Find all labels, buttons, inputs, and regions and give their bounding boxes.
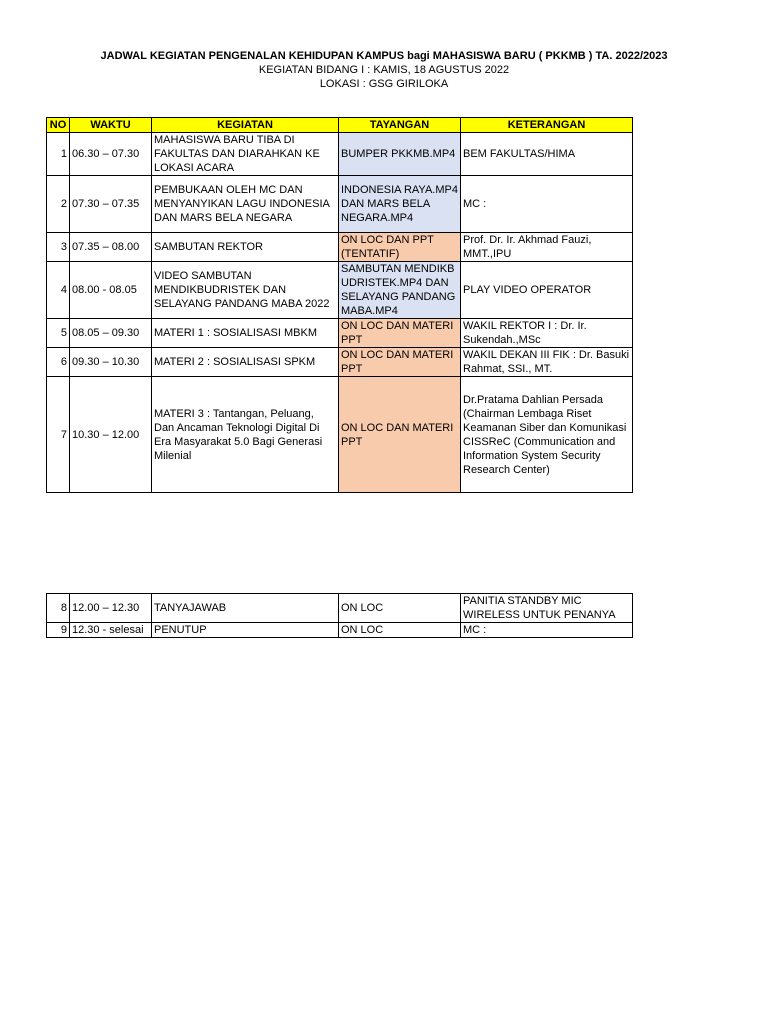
cell-tayangan: ON LOC [339,594,461,623]
cell-waktu: 08.05 – 09.30 [70,319,152,348]
column-header-no: NO [47,118,70,133]
cell-waktu: 12.30 - selesai [70,623,152,638]
table-header-row [47,118,633,133]
table-row [47,348,633,377]
cell-no: 6 [47,348,70,377]
cell-no: 3 [47,233,70,262]
cell-tayangan: INDONESIA RAYA.MP4 DAN MARS BELA NEGARA.MP4 [339,176,461,233]
cell-no: 2 [47,176,70,233]
cell-tayangan: ON LOC DAN MATERI PPT [339,319,461,348]
cell-waktu: 10.30 – 12.00 [70,377,152,493]
table-row [47,176,633,233]
column-header-kegiatan: KEGIATAN [152,118,339,133]
table-row [47,594,633,623]
cell-keterangan: Prof. Dr. Ir. Akhmad Fauzi, MMT.,IPU [461,233,633,262]
cell-keterangan: PANITIA STANDBY MIC WIRELESS UNTUK PENANYA [461,594,633,623]
cell-kegiatan: TANYAJAWAB [152,594,339,623]
cell-no: 1 [47,133,70,176]
table-row [47,133,633,176]
cell-waktu: 08.00 - 08.05 [70,262,152,319]
cell-waktu: 07.30 – 07.35 [70,176,152,233]
cell-no: 5 [47,319,70,348]
table-row [47,319,633,348]
cell-keterangan: MC : [461,623,633,638]
schedule-table [46,117,633,493]
document-title: JADWAL KEGIATAN PENGENALAN KEHIDUPAN KAMPUS bagi MAHASISWA BARU ( PKKMB ) TA. 2022/2023 [100,50,668,62]
document-location: LOKASI : GSG GIRILOKA [319,78,449,90]
cell-waktu: 06.30 – 07.30 [70,133,152,176]
cell-no: 7 [47,377,70,493]
document-subtitle: KEGIATAN BIDANG I : KAMIS, 18 AGUSTUS 2022 [258,64,510,76]
cell-kegiatan: VIDEO SAMBUTAN MENDIKBUDRISTEK DAN SELAYANG PANDANG MABA 2022 [152,262,339,319]
schedule-table-continued [46,593,633,638]
cell-waktu: 09.30 – 10.30 [70,348,152,377]
cell-tayangan: ON LOC DAN PPT (TENTATIF) [339,233,461,262]
cell-tayangan: BUMPER PKKMB.MP4 [339,133,461,176]
cell-no: 4 [47,262,70,319]
cell-kegiatan: PEMBUKAAN OLEH MC DAN MENYANYIKAN LAGU INDONESIA DAN MARS BELA NEGARA [152,176,339,233]
cell-keterangan: Dr.Pratama Dahlian Persada (Chairman Lembaga Riset Keamanan Siber dan Komunikasi CISSReC (Communication and Information System Security Research Center) [461,377,633,493]
cell-kegiatan: MATERI 2 : SOSIALISASI SPKM [152,348,339,377]
cell-tayangan: ON LOC DAN MATERI PPT [339,348,461,377]
cell-waktu: 12.00 – 12.30 [70,594,152,623]
table-row [47,623,633,638]
cell-kegiatan: MAHASISWA BARU TIBA DI FAKULTAS DAN DIARAHKAN KE LOKASI ACARA [152,133,339,176]
column-header-waktu: WAKTU [70,118,152,133]
cell-keterangan: MC : [461,176,633,233]
cell-keterangan: PLAY VIDEO OPERATOR [461,262,633,319]
cell-tayangan: SAMBUTAN MENDIKBUDRISTEK.MP4 DAN SELAYANG PANDANG MABA.MP4 [339,262,461,319]
column-header-keterangan: KETERANGAN [461,118,633,133]
cell-no: 8 [47,594,70,623]
table-row [47,377,633,493]
cell-waktu: 07.35 – 08.00 [70,233,152,262]
cell-keterangan: BEM FAKULTAS/HIMA [461,133,633,176]
cell-kegiatan: MATERI 3 : Tantangan, Peluang, Dan Ancaman Teknologi Digital Di Era Masyarakat 5.0 Bagi Generasi Milenial [152,377,339,493]
table-row [47,233,633,262]
cell-no: 9 [47,623,70,638]
cell-kegiatan: SAMBUTAN REKTOR [152,233,339,262]
cell-keterangan: WAKIL REKTOR I : Dr. Ir. Sukendah.,MSc [461,319,633,348]
column-header-tayangan: TAYANGAN [339,118,461,133]
cell-kegiatan: PENUTUP [152,623,339,638]
cell-tayangan: ON LOC DAN MATERI PPT [339,377,461,493]
table-row [47,262,633,319]
cell-tayangan: ON LOC [339,623,461,638]
cell-keterangan: WAKIL DEKAN III FIK : Dr. Basuki Rahmat, SSI., MT. [461,348,633,377]
cell-kegiatan: MATERI 1 : SOSIALISASI MBKM [152,319,339,348]
